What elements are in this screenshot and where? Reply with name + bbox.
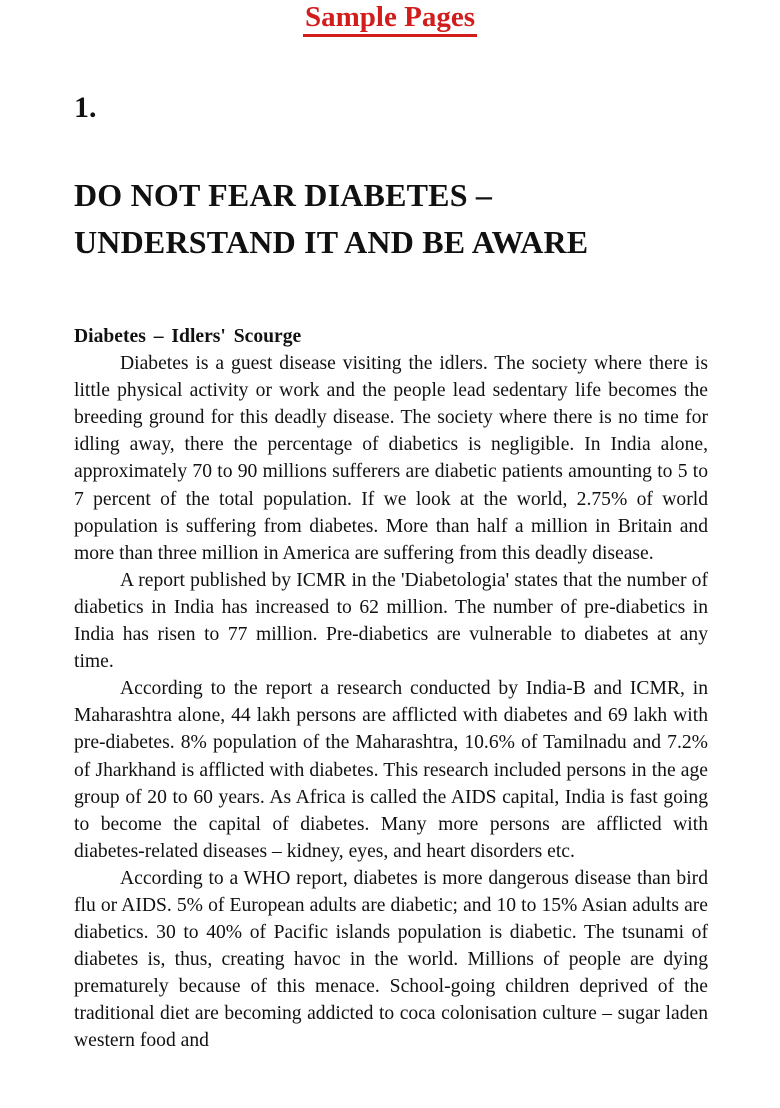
paragraph: According to a WHO report, diabetes is more dangerous disease than bird flu or AIDS. 5% of European adults are diabetic; and 10 to 15% Asian adults are diabetics. 30 to 40% of Pacific islands population is diabetic. The tsunami of diabetes is, thus, creating havoc in the world. Millions of people are dying prematurely because of this menace. School-going children deprived of the traditional diet are becoming addicted to coca colonisation culture – sugar laden western food and (74, 867, 708, 1052)
paragraph: According to the report a research conducted by India-B and ICMR, in Maharashtra alone, 44 lakh persons are afflicted with diabetes and 69 lakh with pre-diabetes. 8% population of the Maharashtra, 10.6% of Tamilnadu and 7.2% of Jharkhand is afflicted with diabetes. This research included persons in the age group of 20 to 60 years. As Africa is called the AIDS capital, India is fast going to become the capital of diabetes. Many more persons are afflicted with diabetes-related diseases – kidney, eyes, and heart disorders etc. (74, 678, 708, 862)
banner-title: Sample Pages (303, 0, 477, 37)
chapter-number: 1. (74, 91, 97, 124)
paragraph: Diabetes is a guest disease visiting the idlers. The society where there is little physical activity or work and the people lead sedentary life becomes the breeding ground for this deadly disease. The society where there is no time for idling away, there the percentage of diabetics is negligible. In India alone, approximately 70 to 90 millions sufferers are diabetic patients amounting to 5 to 7 percent of the total population. If we look at the world, 2.75% of world population is suffering from diabetes. More than half a million in Britain and more than three million in America are suffering from this deadly disease. (74, 353, 708, 564)
section-heading: Diabetes – Idlers' Scourge (74, 326, 302, 347)
chapter-title (74, 172, 714, 266)
chapter-body (74, 323, 708, 1055)
paragraph: A report published by ICMR in the 'Diabetologia' states that the number of diabetics in India has increased to 62 million. The number of pre-diabetics in India has risen to 77 million. Pre-diabetics are vulnerable to diabetes at any time. (74, 569, 708, 673)
chapter-title-line-1: DO NOT FEAR DIABETES – (74, 177, 493, 213)
sample-pages-banner (0, 0, 780, 37)
chapter-title-line-2: UNDERSTAND IT AND BE AWARE (74, 224, 589, 260)
